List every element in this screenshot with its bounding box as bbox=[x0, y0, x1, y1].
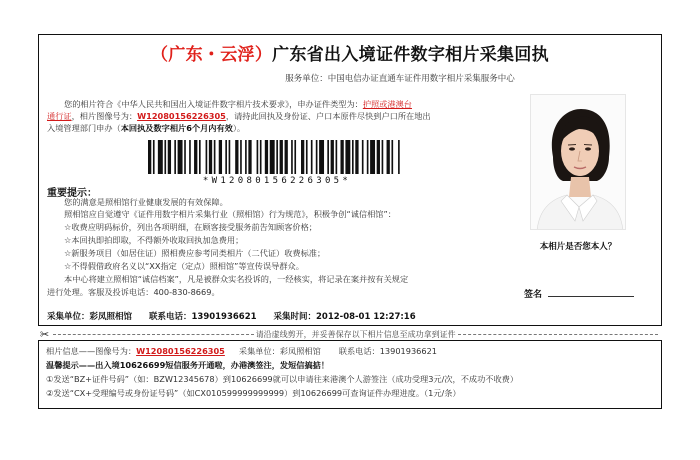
intro-text-2: ，相片图像号为： bbox=[71, 111, 138, 121]
notice-line: 您的满意是照相馆行业健康发展的有效保障。 bbox=[64, 197, 228, 207]
service-unit: 服务单位：中国电信办证直通车证件用数字相片采集服务中心 bbox=[285, 74, 515, 84]
barcode-bar bbox=[225, 140, 227, 174]
barcode-bar bbox=[382, 140, 384, 174]
barcode-bar bbox=[398, 140, 400, 174]
barcode-bar bbox=[336, 140, 338, 174]
title-text: 广东省出入境证件数字相片采集回执 bbox=[272, 45, 549, 65]
notice-line: ☆收费应明码标价，列出各项明细，在顾客接受服务前告知顾客价格； bbox=[64, 222, 317, 232]
barcode-bar bbox=[367, 140, 369, 174]
stub-image-number: W12080156226305 bbox=[136, 346, 225, 356]
collection-unit: 采集单位：彩凤照相馆 bbox=[47, 312, 133, 322]
intro-text-1: 您的相片符合《中华人民共和国出入境证件数字相片技术要求》，申办证件类型为： bbox=[64, 99, 363, 109]
barcode-bar bbox=[240, 140, 242, 174]
portrait-photo bbox=[530, 94, 626, 230]
cut-line-text: 请沿虚线剪开，并妥善保存以下相片信息至成功拿到证件 bbox=[255, 330, 456, 339]
barcode-bar bbox=[178, 140, 183, 174]
contact-phone: 联系电话：13901936621 bbox=[148, 312, 257, 322]
barcode-bar bbox=[306, 140, 308, 174]
important-heading: 重要提示： bbox=[47, 188, 97, 199]
barcode-bar bbox=[294, 140, 296, 174]
notice-line: ☆本回执即拍即取，不得额外收取回执加急费用； bbox=[64, 235, 244, 245]
validity-note: 本回执及数字相片6个月内有效 bbox=[120, 123, 233, 133]
barcode-bar bbox=[316, 140, 318, 174]
barcode-bar bbox=[199, 140, 201, 174]
barcode-bar bbox=[285, 140, 288, 174]
barcode-bar bbox=[235, 140, 238, 174]
dash-right bbox=[458, 334, 658, 335]
cert-type: 护照或港澳台 bbox=[362, 99, 412, 109]
barcode-bar bbox=[168, 140, 171, 174]
intro-line-1 bbox=[64, 99, 412, 111]
barcode-bar bbox=[291, 140, 293, 174]
cert-type-cont: 通行证 bbox=[47, 111, 72, 121]
title-location: （广东・云浮） bbox=[151, 45, 273, 65]
barcode-bar bbox=[248, 140, 251, 174]
barcode-bar bbox=[148, 140, 151, 174]
barcode-bar bbox=[301, 140, 304, 174]
barcode-bar bbox=[257, 140, 259, 174]
barcode-bar bbox=[352, 140, 354, 174]
receipt-title bbox=[0, 40, 700, 65]
barcode bbox=[148, 140, 403, 174]
dash-left bbox=[53, 334, 253, 335]
stub-phone: 联系电话：13901936621 bbox=[338, 346, 438, 356]
barcode-bar bbox=[209, 140, 212, 174]
barcode-bar bbox=[164, 140, 166, 174]
barcode-bar bbox=[153, 140, 155, 174]
stub-info-line bbox=[46, 346, 437, 358]
signature-label: 签名 bbox=[524, 290, 543, 300]
notice-line: 照相馆应自觉遵守《证件用数字相片采集行业（照相馆）行为规范》，积极争创“诚信相馆”： bbox=[64, 209, 396, 219]
notice-line: 本中心将建立照相馆“诚信档案”，凡是被群众实名投诉的，一经核实，将记录在案并按有关规定 bbox=[64, 274, 409, 284]
barcode-bar bbox=[260, 140, 262, 174]
barcode-bar bbox=[387, 140, 390, 174]
barcode-bar bbox=[280, 140, 283, 174]
barcode-bar bbox=[219, 140, 222, 174]
collection-time: 采集时间：2012-08-01 12:27:16 bbox=[273, 312, 416, 322]
intro-line-3 bbox=[47, 123, 245, 135]
scissors-icon: ✂ bbox=[40, 328, 50, 341]
barcode-bar bbox=[265, 140, 268, 174]
stub-tip-1: ①发送“BZ+证件号码”（如：BZW12345678）到10626699就可以申请往来港澳个人游签注（成功受理3元/次，不成功不收费） bbox=[46, 374, 519, 384]
barcode-bar bbox=[311, 140, 313, 174]
notice-line: 进行处理。客服及投诉电话：400-830-8669。 bbox=[47, 287, 220, 297]
stub-tip-2: ②发送“CX+受理编号或身份证号码”（如CX010599999999999）到10626699可查询证件办理进度。（1元/条） bbox=[46, 388, 461, 398]
notice-line: ☆不得假借政府名义以“XX指定（定点）照相馆”等宣传误导群众。 bbox=[64, 261, 304, 271]
stub-unit: 采集单位：彩凤照相馆 bbox=[238, 346, 321, 356]
barcode-bar bbox=[391, 140, 393, 174]
notice-line: ☆新服务项目（如居住证）照相费应参考同类相片（二代证）收费标准； bbox=[64, 248, 326, 258]
barcode-bar bbox=[229, 140, 231, 174]
barcode-bar bbox=[184, 140, 186, 174]
barcode-number: *W12080156226305* bbox=[202, 176, 352, 186]
barcode-bar bbox=[174, 140, 176, 174]
barcode-bar bbox=[214, 140, 216, 174]
image-number: W12080156226305 bbox=[137, 111, 226, 121]
barcode-bar bbox=[370, 140, 375, 174]
stub-tip-line bbox=[46, 360, 329, 372]
barcode-bar bbox=[194, 140, 197, 174]
barcode-bar bbox=[355, 140, 358, 174]
barcode-bar bbox=[362, 140, 364, 174]
barcode-bar bbox=[331, 140, 334, 174]
intro-text-3: ，请持此回执及身份证、户口本原件尽快到户口所在地出 bbox=[225, 111, 431, 121]
intro-text-5: ）。 bbox=[232, 123, 246, 133]
barcode-bar bbox=[377, 140, 380, 174]
barcode-bar bbox=[319, 140, 324, 174]
intro-text-4: 入境管理部门申办（ bbox=[47, 123, 121, 133]
intro-line-2 bbox=[47, 111, 431, 123]
barcode-bar bbox=[206, 140, 208, 174]
signature-line bbox=[548, 296, 634, 297]
barcode-bar bbox=[345, 140, 350, 174]
barcode-bar bbox=[189, 140, 191, 174]
tip-heading: 温馨提示 bbox=[46, 360, 79, 370]
receipt-footer bbox=[47, 310, 430, 322]
barcode-bar bbox=[158, 140, 163, 174]
tip-body: ——出入境10626699短信服务开通啦，办港澳签注，发短信搞掂！ bbox=[78, 360, 330, 370]
photo-caption: 本相片是否您本人？ bbox=[539, 242, 617, 252]
barcode-bar bbox=[340, 140, 343, 174]
barcode-bar bbox=[327, 140, 329, 174]
barcode-bar bbox=[276, 140, 278, 174]
stub-info-label: 相片信息——图像号为： bbox=[46, 346, 137, 356]
barcode-bar bbox=[245, 140, 247, 174]
barcode-bar bbox=[270, 140, 275, 174]
